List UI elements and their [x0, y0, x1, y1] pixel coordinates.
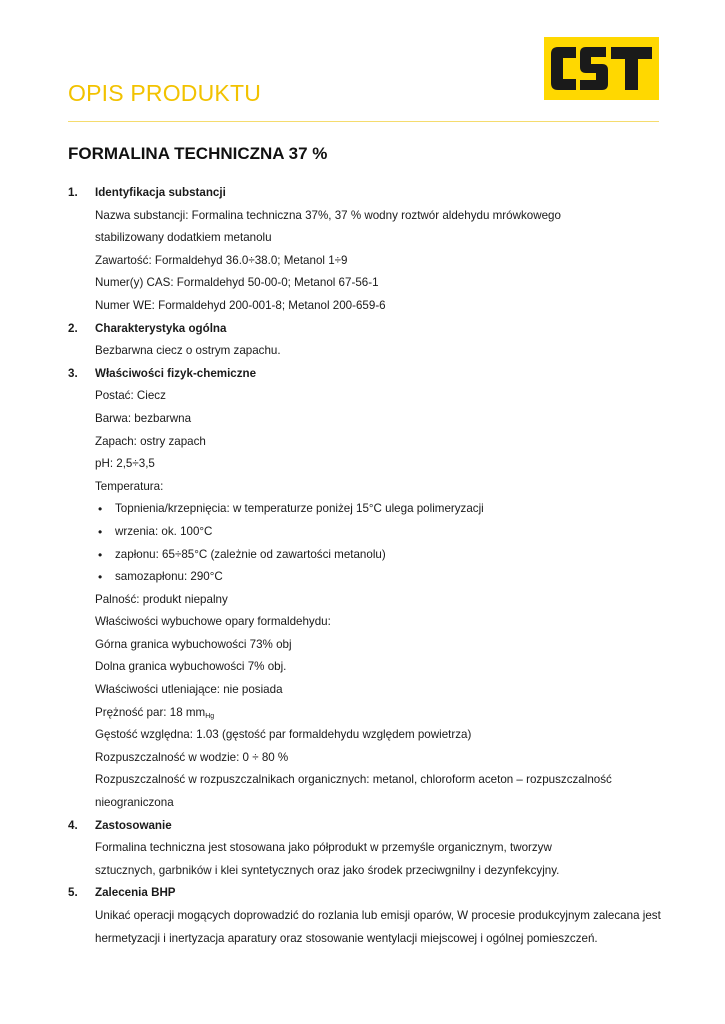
- bullet-text: Topnienia/krzepnięcia: w temperaturze poniżej 15°C ulega polimeryzacji: [115, 502, 484, 516]
- section-title: Identyfikacja substancji: [95, 186, 226, 199]
- text-line: Rozpuszczalność w rozpuszczalnikach organicznych: metanol, chloroform aceton – rozpuszczalność: [95, 773, 612, 787]
- bullet-text: wrzenia: ok. 100°C: [115, 524, 213, 538]
- cst-logo-icon: [544, 37, 659, 100]
- vapor-pressure-line: [68, 702, 659, 725]
- section-4-heading: [68, 815, 659, 838]
- text-line: Zawartość: Formaldehyd 36.0÷38.0; Metanol 1÷9: [95, 253, 348, 267]
- product-heading: FORMALINA TECHNICZNA 37 %: [68, 144, 328, 163]
- text-line: Palność: produkt niepalny: [95, 592, 228, 606]
- section-number: 1.: [68, 186, 78, 199]
- text-line: Właściwości wybuchowe opary formaldehydu:: [95, 615, 331, 629]
- text-line: Numer(y) CAS: Formaldehyd 50-00-0; Metanol 67-56-1: [95, 276, 379, 290]
- bullet-icon: •: [98, 570, 103, 585]
- text-line: Bezbarwna ciecz o ostrym zapachu.: [95, 344, 281, 358]
- text-line: Zapach: ostry zapach: [95, 434, 206, 448]
- text-line: Unikać operacji mogących doprowadzić do rozlania lub emisji oparów, W procesie produkcyjnym zalecana jest: [95, 909, 661, 922]
- text-line: Formalina techniczna jest stosowana jako półprodukt w przemyśle organicznym, tworzyw: [95, 841, 552, 855]
- company-logo: [544, 37, 659, 100]
- text-line: pH: 2,5÷3,5: [95, 457, 155, 471]
- text-line: nieograniczona: [95, 796, 174, 810]
- bullet-icon: •: [98, 547, 103, 562]
- vapor-pressure-unit-subscript: Hg: [205, 712, 215, 720]
- bullet-item: [68, 498, 659, 521]
- bullet-icon: •: [98, 524, 103, 539]
- text-line: Gęstość względna: 1.03 (gęstość par formaldehydu względem powietrza): [95, 728, 472, 742]
- section-5-heading: [68, 882, 659, 905]
- text-line: Numer WE: Formaldehyd 200-001-8; Metanol 200-659-6: [95, 298, 386, 312]
- section-number: 3.: [68, 366, 78, 380]
- section-3-heading: [68, 363, 659, 386]
- page-title: OPIS PRODUKTU: [68, 80, 262, 106]
- bullet-item: [68, 566, 659, 589]
- text-line: Górna granica wybuchowości 73% obj: [95, 637, 292, 651]
- text-line: Rozpuszczalność w wodzie: 0 ÷ 80 %: [95, 750, 289, 764]
- section-number: 5.: [68, 886, 78, 900]
- section-number: 4.: [68, 818, 78, 832]
- text-line: Nazwa substancji: Formalina techniczna 37%, 37 % wodny roztwór aldehydu mrówkowego: [95, 208, 561, 222]
- text-line: stabilizowany dodatkiem metanolu: [95, 231, 272, 245]
- bullet-icon: •: [98, 502, 103, 517]
- section-title: Właściwości fizyk-chemiczne: [95, 366, 257, 380]
- bullet-item: [68, 521, 659, 544]
- section-2-heading: [68, 318, 659, 341]
- section-1-heading: [68, 182, 659, 205]
- section-title: Zastosowanie: [95, 818, 172, 832]
- bullet-item: [68, 544, 659, 567]
- text-line: sztucznych, garbników i klei syntetycznych oraz jako środek przeciwgnilny i dezynfekcyjny.: [95, 863, 560, 877]
- section-title: Zalecenia BHP: [95, 886, 176, 900]
- text-line: Temperatura:: [95, 479, 164, 493]
- text-line: Postać: Ciecz: [95, 389, 166, 403]
- text-line: hermetyzacji i inertyzacja aparatury oraz stosowanie wentylacji miejscowej i ogólnej pomieszczeń.: [95, 931, 598, 945]
- bullet-text: zapłonu: 65÷85°C (zależnie od zawartości metanolu): [115, 547, 386, 561]
- text-line: Właściwości utleniające: nie posiada: [95, 683, 283, 697]
- bullet-text: samozapłonu: 290°C: [115, 570, 223, 584]
- document-body: [68, 182, 659, 950]
- text-line: Barwa: bezbarwna: [95, 411, 192, 425]
- section-number: 2.: [68, 321, 78, 335]
- vapor-pressure-label: Prężność par: 18 mm: [95, 705, 206, 719]
- title-divider: [68, 121, 659, 122]
- section-title: Charakterystyka ogólna: [95, 321, 227, 335]
- text-line: Dolna granica wybuchowości 7% obj.: [95, 660, 287, 674]
